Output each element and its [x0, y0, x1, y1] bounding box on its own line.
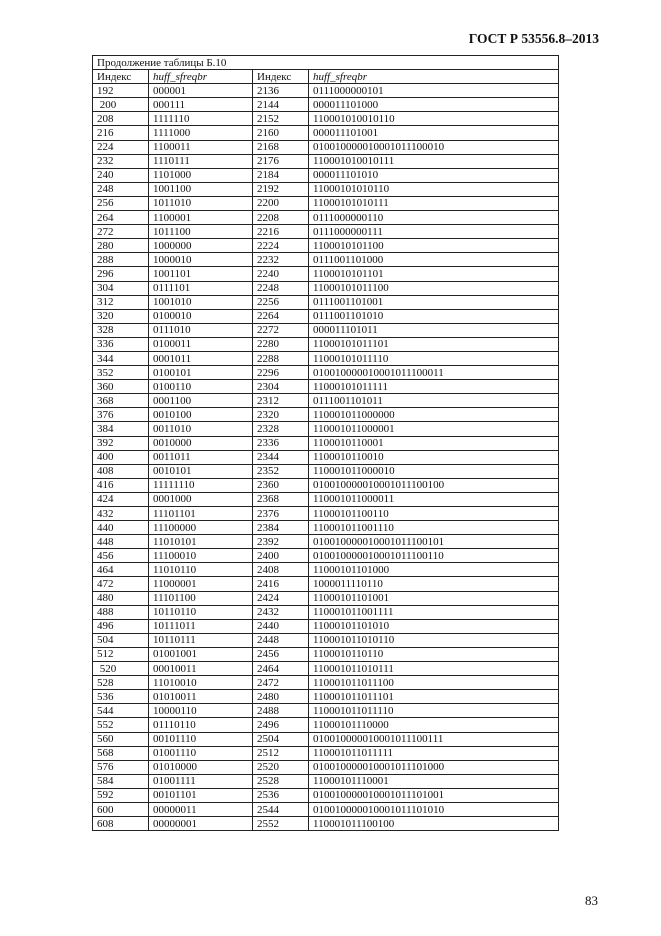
index-cell: 432: [93, 507, 149, 521]
table-row: [93, 239, 559, 253]
index-cell: 536: [93, 690, 149, 704]
column-header-huff-sfreqbr: huff_sfreqbr: [309, 70, 559, 84]
index-cell: 224: [93, 140, 149, 154]
code-cell: 0100101: [149, 366, 253, 380]
code-cell: 11010101: [149, 535, 253, 549]
index-cell: 512: [93, 647, 149, 661]
table-row: [93, 478, 559, 492]
table-row: [93, 535, 559, 549]
index-cell: 2216: [253, 225, 309, 239]
table-row: [93, 788, 559, 802]
table-row: [93, 225, 559, 239]
code-cell: 1000011110110: [309, 577, 559, 591]
code-cell: 1100001: [149, 211, 253, 225]
code-cell: 110001011100100: [309, 817, 559, 831]
code-cell: 0111101: [149, 281, 253, 295]
index-cell: 592: [93, 788, 149, 802]
index-cell: 2392: [253, 535, 309, 549]
code-cell: 110001011011111: [309, 746, 559, 760]
code-cell: 1001100: [149, 182, 253, 196]
code-cell: 110001010010110: [309, 112, 559, 126]
index-cell: 2480: [253, 690, 309, 704]
table-row: [93, 309, 559, 323]
code-cell: 01010011: [149, 690, 253, 704]
index-cell: 2336: [253, 436, 309, 450]
index-cell: 2472: [253, 676, 309, 690]
code-cell: 010010000010001011100111: [309, 732, 559, 746]
column-header-huff-sfreqbr: huff_sfreqbr: [149, 70, 253, 84]
index-cell: 392: [93, 436, 149, 450]
index-cell: 344: [93, 351, 149, 365]
index-cell: 304: [93, 281, 149, 295]
table-row: [93, 802, 559, 816]
index-cell: 544: [93, 704, 149, 718]
index-cell: 584: [93, 774, 149, 788]
index-cell: 2520: [253, 760, 309, 774]
index-cell: 2496: [253, 718, 309, 732]
code-cell: 1100010110001: [309, 436, 559, 450]
table-row: [93, 126, 559, 140]
code-cell: 01001111: [149, 774, 253, 788]
table-row: [93, 408, 559, 422]
index-cell: 2544: [253, 802, 309, 816]
code-cell: 010010000010001011100011: [309, 366, 559, 380]
table-row: [93, 507, 559, 521]
index-cell: 2400: [253, 549, 309, 563]
index-cell: 2528: [253, 774, 309, 788]
table-row: [93, 633, 559, 647]
code-cell: 0001100: [149, 394, 253, 408]
index-cell: 2448: [253, 633, 309, 647]
table-row: [93, 591, 559, 605]
code-cell: 1100011: [149, 140, 253, 154]
table-row: [93, 662, 559, 676]
index-cell: 2192: [253, 182, 309, 196]
table-row: [93, 619, 559, 633]
code-cell: 00010011: [149, 662, 253, 676]
code-cell: 11000101110000: [309, 718, 559, 732]
code-cell: 1001101: [149, 267, 253, 281]
code-cell: 1100010110010: [309, 450, 559, 464]
index-cell: 488: [93, 605, 149, 619]
index-cell: 576: [93, 760, 149, 774]
code-cell: 110001011001111: [309, 605, 559, 619]
code-cell: 0111001101001: [309, 295, 559, 309]
code-cell: 01001001: [149, 647, 253, 661]
table-row: [93, 267, 559, 281]
code-cell: 000001: [149, 84, 253, 98]
index-cell: 408: [93, 464, 149, 478]
code-cell: 010010000010001011100010: [309, 140, 559, 154]
index-cell: 384: [93, 422, 149, 436]
index-cell: 2552: [253, 817, 309, 831]
index-cell: 568: [93, 746, 149, 760]
index-cell: 2368: [253, 492, 309, 506]
code-cell: 0100010: [149, 309, 253, 323]
code-cell: 11000101101000: [309, 563, 559, 577]
index-cell: 352: [93, 366, 149, 380]
table-row: [93, 718, 559, 732]
code-cell: 0111001101010: [309, 309, 559, 323]
index-cell: 2136: [253, 84, 309, 98]
index-cell: 424: [93, 492, 149, 506]
table-row: [93, 464, 559, 478]
code-cell: 0111001101011: [309, 394, 559, 408]
code-cell: 1000000: [149, 239, 253, 253]
code-cell: 000111: [149, 98, 253, 112]
code-cell: 0010101: [149, 464, 253, 478]
index-cell: 360: [93, 380, 149, 394]
table-row: [93, 704, 559, 718]
index-cell: 2328: [253, 422, 309, 436]
code-cell: 0010100: [149, 408, 253, 422]
page-number: 83: [585, 893, 598, 908]
table-row: [93, 253, 559, 267]
index-cell: 2456: [253, 647, 309, 661]
table-row: [93, 112, 559, 126]
index-cell: 2144: [253, 98, 309, 112]
index-cell: 2512: [253, 746, 309, 760]
code-cell: 000011101000: [309, 98, 559, 112]
table-row: [93, 732, 559, 746]
code-cell: 10110111: [149, 633, 253, 647]
index-cell: 280: [93, 239, 149, 253]
index-cell: 368: [93, 394, 149, 408]
code-cell: 1100010110110: [309, 647, 559, 661]
index-cell: 232: [93, 154, 149, 168]
index-cell: 400: [93, 450, 149, 464]
code-cell: 0010000: [149, 436, 253, 450]
index-cell: 216: [93, 126, 149, 140]
code-cell: 11000101011110: [309, 351, 559, 365]
index-cell: 2168: [253, 140, 309, 154]
table-row: [93, 746, 559, 760]
table-row: [93, 182, 559, 196]
code-cell: 110001011011101: [309, 690, 559, 704]
code-cell: 00101101: [149, 788, 253, 802]
code-cell: 11101100: [149, 591, 253, 605]
index-cell: 2152: [253, 112, 309, 126]
code-cell: 10000110: [149, 704, 253, 718]
code-cell: 110001011010111: [309, 662, 559, 676]
code-cell: 110001011010110: [309, 633, 559, 647]
code-cell: 010010000010001011100101: [309, 535, 559, 549]
index-cell: 464: [93, 563, 149, 577]
standard-designation: ГОСТ Р 53556.8–2013: [468, 31, 599, 46]
code-cell: 0011011: [149, 450, 253, 464]
code-cell: 00000011: [149, 802, 253, 816]
index-cell: 2224: [253, 239, 309, 253]
index-cell: 248: [93, 182, 149, 196]
code-cell: 110001011000011: [309, 492, 559, 506]
table-row: [93, 436, 559, 450]
code-cell: 1011100: [149, 225, 253, 239]
index-cell: 272: [93, 225, 149, 239]
index-cell: 2408: [253, 563, 309, 577]
code-cell: 1011010: [149, 196, 253, 210]
code-cell: 000011101001: [309, 126, 559, 140]
table-row: [93, 84, 559, 98]
index-cell: 440: [93, 521, 149, 535]
code-cell: 1110111: [149, 154, 253, 168]
index-cell: 296: [93, 267, 149, 281]
code-cell: 0100110: [149, 380, 253, 394]
code-cell: 11000101010111: [309, 196, 559, 210]
code-cell: 11000101100110: [309, 507, 559, 521]
index-cell: 200: [93, 98, 149, 112]
index-cell: 328: [93, 323, 149, 337]
table-row: [93, 196, 559, 210]
table-row: [93, 351, 559, 365]
table-caption: Продолжение таблицы Б.10: [93, 56, 559, 70]
index-cell: 2320: [253, 408, 309, 422]
table-row: [93, 337, 559, 351]
index-cell: 608: [93, 817, 149, 831]
code-cell: 11111110: [149, 478, 253, 492]
index-cell: 256: [93, 196, 149, 210]
table-header-row: [93, 70, 559, 84]
table-row: [93, 168, 559, 182]
code-cell: 01001110: [149, 746, 253, 760]
code-cell: 11100010: [149, 549, 253, 563]
code-cell: 11000101101001: [309, 591, 559, 605]
code-cell: 000011101011: [309, 323, 559, 337]
code-cell: 110001011011100: [309, 676, 559, 690]
code-cell: 0111001101000: [309, 253, 559, 267]
code-cell: 110001010010111: [309, 154, 559, 168]
code-cell: 010010000010001011100110: [309, 549, 559, 563]
index-cell: 2424: [253, 591, 309, 605]
index-cell: 416: [93, 478, 149, 492]
table-row: [93, 690, 559, 704]
code-cell: 110001011011110: [309, 704, 559, 718]
index-cell: 288: [93, 253, 149, 267]
code-cell: 11000101110001: [309, 774, 559, 788]
code-cell: 01010000: [149, 760, 253, 774]
code-cell: 11000001: [149, 577, 253, 591]
table-row: [93, 563, 559, 577]
index-cell: 496: [93, 619, 149, 633]
index-cell: 504: [93, 633, 149, 647]
table-caption-row: [93, 56, 559, 70]
table-row: [93, 774, 559, 788]
index-cell: 336: [93, 337, 149, 351]
index-cell: 2352: [253, 464, 309, 478]
index-cell: 480: [93, 591, 149, 605]
index-cell: 208: [93, 112, 149, 126]
table-row: [93, 521, 559, 535]
index-cell: 264: [93, 211, 149, 225]
index-cell: 2272: [253, 323, 309, 337]
index-cell: 2304: [253, 380, 309, 394]
code-cell: 1101000: [149, 168, 253, 182]
index-cell: 2416: [253, 577, 309, 591]
index-cell: 2536: [253, 788, 309, 802]
code-cell: 11000101011101: [309, 337, 559, 351]
index-cell: 2232: [253, 253, 309, 267]
code-cell: 0001000: [149, 492, 253, 506]
table-row: [93, 492, 559, 506]
code-cell: 010010000010001011100100: [309, 478, 559, 492]
code-cell: 1100010101100: [309, 239, 559, 253]
index-cell: 2256: [253, 295, 309, 309]
table-row: [93, 450, 559, 464]
table-row: [93, 154, 559, 168]
code-cell: 11100000: [149, 521, 253, 535]
table-row: [93, 281, 559, 295]
index-cell: 2296: [253, 366, 309, 380]
index-cell: 2360: [253, 478, 309, 492]
code-cell: 11000101011111: [309, 380, 559, 394]
index-cell: 552: [93, 718, 149, 732]
index-cell: 320: [93, 309, 149, 323]
code-cell: 1111110: [149, 112, 253, 126]
index-cell: 312: [93, 295, 149, 309]
code-cell: 00101110: [149, 732, 253, 746]
index-cell: 472: [93, 577, 149, 591]
code-cell: 10110110: [149, 605, 253, 619]
code-cell: 1111000: [149, 126, 253, 140]
index-cell: 2184: [253, 168, 309, 182]
table-row: [93, 295, 559, 309]
table-row: [93, 366, 559, 380]
table-row: [93, 817, 559, 831]
code-cell: 0011010: [149, 422, 253, 436]
index-cell: 520: [93, 662, 149, 676]
index-cell: 2280: [253, 337, 309, 351]
index-cell: 240: [93, 168, 149, 182]
index-cell: 2432: [253, 605, 309, 619]
code-cell: 110001011000001: [309, 422, 559, 436]
code-cell: 010010000010001011101001: [309, 788, 559, 802]
code-cell: 00000001: [149, 817, 253, 831]
table-row: [93, 211, 559, 225]
table-row: [93, 380, 559, 394]
index-cell: 2248: [253, 281, 309, 295]
index-cell: 2488: [253, 704, 309, 718]
code-cell: 01110110: [149, 718, 253, 732]
index-cell: 448: [93, 535, 149, 549]
index-cell: 2288: [253, 351, 309, 365]
index-cell: 2200: [253, 196, 309, 210]
code-cell: 1100010101101: [309, 267, 559, 281]
code-cell: 11101101: [149, 507, 253, 521]
code-cell: 10111011: [149, 619, 253, 633]
index-cell: 2464: [253, 662, 309, 676]
table-row: [93, 323, 559, 337]
code-cell: 010010000010001011101010: [309, 802, 559, 816]
code-cell: 0111010: [149, 323, 253, 337]
table-row: [93, 577, 559, 591]
index-cell: 2240: [253, 267, 309, 281]
index-cell: 2376: [253, 507, 309, 521]
code-cell: 0100011: [149, 337, 253, 351]
column-header-index: Индекс: [253, 70, 309, 84]
table-row: [93, 98, 559, 112]
code-cell: 000011101010: [309, 168, 559, 182]
index-cell: 2208: [253, 211, 309, 225]
table-row: [93, 605, 559, 619]
code-cell: 0111000000111: [309, 225, 559, 239]
code-cell: 110001011000010: [309, 464, 559, 478]
column-header-index: Индекс: [93, 70, 149, 84]
index-cell: 600: [93, 802, 149, 816]
code-cell: 110001011001110: [309, 521, 559, 535]
table-row: [93, 422, 559, 436]
code-cell: 1001010: [149, 295, 253, 309]
index-cell: 2160: [253, 126, 309, 140]
index-cell: 2440: [253, 619, 309, 633]
code-cell: 11000101101010: [309, 619, 559, 633]
code-cell: 0111000000101: [309, 84, 559, 98]
code-cell: 1000010: [149, 253, 253, 267]
index-cell: 2264: [253, 309, 309, 323]
index-cell: 2312: [253, 394, 309, 408]
index-cell: 192: [93, 84, 149, 98]
index-cell: 376: [93, 408, 149, 422]
index-cell: 2344: [253, 450, 309, 464]
index-cell: 2176: [253, 154, 309, 168]
index-cell: 456: [93, 549, 149, 563]
code-cell: 11010010: [149, 676, 253, 690]
code-cell: 0001011: [149, 351, 253, 365]
table-row: [93, 394, 559, 408]
index-cell: 2384: [253, 521, 309, 535]
code-cell: 0111000000110: [309, 211, 559, 225]
table-row: [93, 676, 559, 690]
code-cell: 11010110: [149, 563, 253, 577]
code-cell: 11000101011100: [309, 281, 559, 295]
table-row: [93, 549, 559, 563]
index-cell: 2504: [253, 732, 309, 746]
table-row: [93, 140, 559, 154]
table-row: [93, 760, 559, 774]
code-cell: 110001011000000: [309, 408, 559, 422]
index-cell: 560: [93, 732, 149, 746]
code-cell: 11000101010110: [309, 182, 559, 196]
code-cell: 010010000010001011101000: [309, 760, 559, 774]
index-cell: 528: [93, 676, 149, 690]
table-row: [93, 647, 559, 661]
huffman-code-table: [92, 55, 559, 831]
